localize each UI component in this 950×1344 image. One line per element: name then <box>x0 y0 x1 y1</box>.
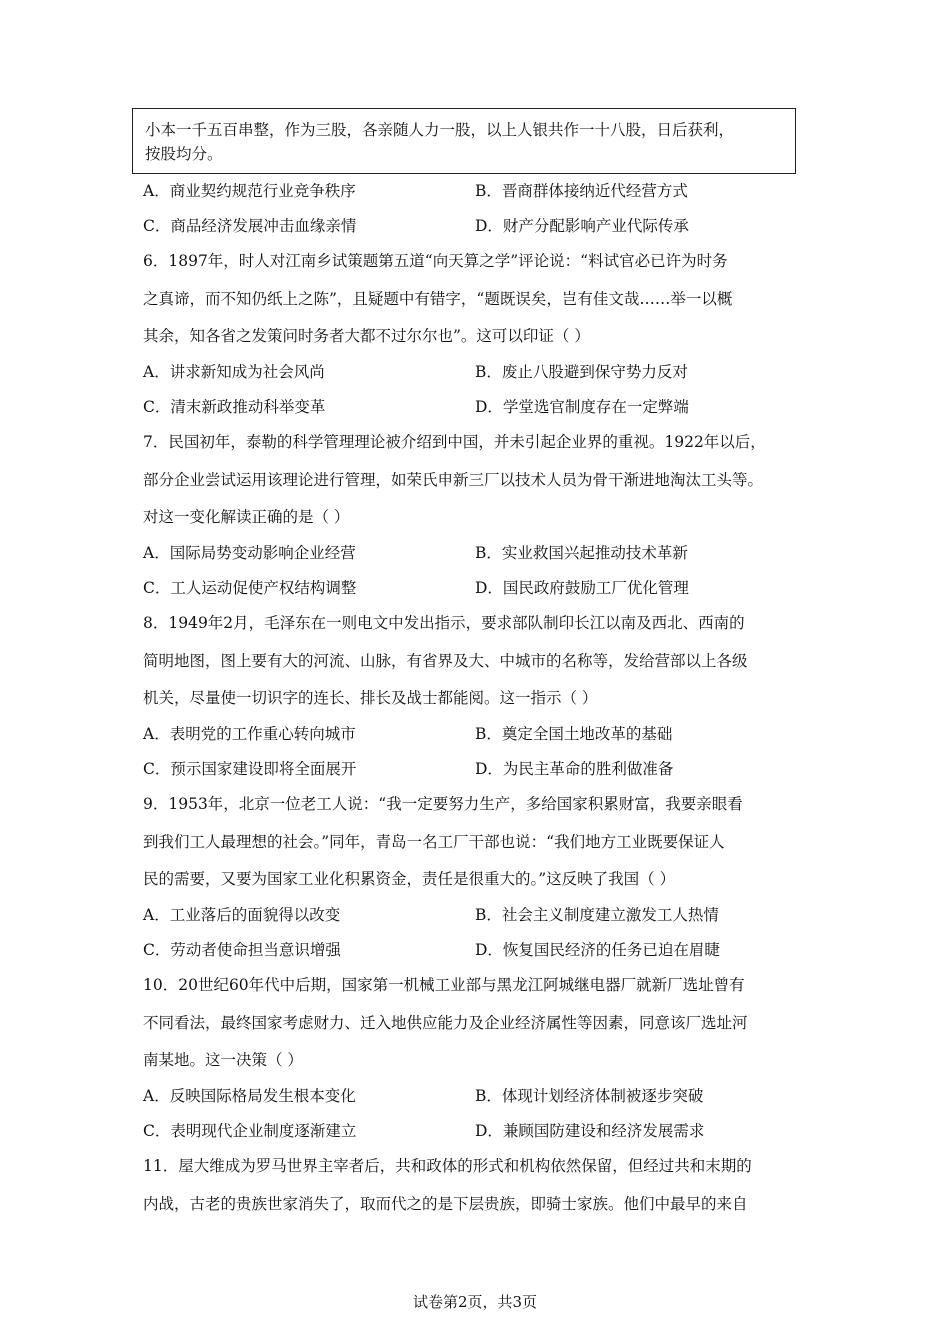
q7-stem-line: 部分企业尝试运用该理论进行管理，如荣氏申新三厂以技术人员为骨干渐进地淘汰工头等。 <box>143 471 764 489</box>
q10-option-b: B．体现计划经济体制被逐步突破 <box>475 1087 704 1105</box>
q6-option-c: C．清末新政推动科举变革 <box>143 398 326 416</box>
q6-option-b: B．废止八股避到保守势力反对 <box>475 363 688 381</box>
q10-option-c: C．表明现代企业制度逐渐建立 <box>143 1122 357 1140</box>
q9-option-d: D．恢复国民经济的任务已迫在眉睫 <box>475 941 720 959</box>
passage-line: 按股均分。 <box>145 145 223 163</box>
q8-option-b: B．奠定全国土地改革的基础 <box>475 725 673 743</box>
q10-option-a: A．反映国际格局发生根本变化 <box>143 1087 356 1105</box>
q7-stem-line: 7．民国初年，泰勒的科学管理理论被介绍到中国，并未引起企业界的重视。1922年以后， <box>143 433 766 451</box>
q8-option-c: C．预示国家建设即将全面展开 <box>143 760 357 778</box>
q5-option-a: A．商业契约规范行业竞争秩序 <box>143 182 356 200</box>
q6-stem-line: 之真谛，而不知仍纸上之陈”，且疑题中有错字，“题既误矣，岂有佳文哉……举一以概 <box>143 290 733 308</box>
q6-stem-line: 6．1897年，时人对江南乡试策题第五道“向天算之学”评论说：“料试官必已许为时务 <box>143 252 728 270</box>
q10-stem-line: 10．20世纪60年代中后期，国家第一机械工业部与黑龙江阿城继电器厂就新厂选址曾有 <box>143 976 745 994</box>
q9-option-c: C．劳动者使命担当意识增强 <box>143 941 341 959</box>
q7-stem-line: 对这一变化解读正确的是（ ） <box>143 508 350 526</box>
q9-option-b: B．社会主义制度建立激发工人热情 <box>475 906 719 924</box>
q6-stem-line: 其余，知各省之发策问时务者大都不过尔尔也”。这可以印证（ ） <box>143 327 590 345</box>
q5-option-d: D．财产分配影响产业代际传承 <box>475 217 689 235</box>
passage-line: 小本一千五百串整，作为三股，各亲随人力一股，以上人银共作一十八股，日后获利， <box>145 121 735 139</box>
q9-stem-line: 到我们工人最理想的社会。”同年，青岛一名工厂干部也说：“我们地方工业既要保证人 <box>143 833 725 851</box>
q8-stem-line: 机关，尽量使一切识字的连长、排长及战士都能阅。这一指示（ ） <box>143 689 598 707</box>
q8-option-d: D．为民主革命的胜利做准备 <box>475 760 674 778</box>
q10-option-d: D．兼顾国防建设和经济发展需求 <box>475 1122 705 1140</box>
q11-stem-line: 11．屋大维成为罗马世界主宰者后，共和政体的形式和机构依然保留，但经过共和末期的 <box>143 1157 752 1175</box>
q9-stem-line: 民的需要，又要为国家工业化积累资金，责任是很重大的。”这反映了我国（ ） <box>143 870 676 888</box>
q8-option-a: A．表明党的工作重心转向城市 <box>143 725 356 743</box>
q5-option-c: C．商品经济发展冲击血缘亲情 <box>143 217 357 235</box>
source-passage-box <box>132 108 796 174</box>
q7-option-c: C．工人运动促使产权结构调整 <box>143 579 357 597</box>
q7-option-b: B．实业救国兴起推动技术革新 <box>475 544 688 562</box>
q7-option-d: D．国民政府鼓励工厂优化管理 <box>475 579 689 597</box>
q10-stem-line: 不同看法，最终国家考虑财力、迁入地供应能力及企业经济属性等因素，同意该厂选址河 <box>143 1014 748 1032</box>
page-footer: 试卷第2页，共3页 <box>412 1293 538 1311</box>
q8-stem-line: 简明地图，图上要有大的河流、山脉，有省界及大、中城市的名称等，发给营部以上各级 <box>143 652 748 670</box>
q5-option-b: B．晋商群体接纳近代经营方式 <box>475 182 688 200</box>
q6-option-a: A．讲求新知成为社会风尚 <box>143 363 325 381</box>
q7-option-a: A．国际局势变动影响企业经营 <box>143 544 356 562</box>
q9-option-a: A．工业落后的面貌得以改变 <box>143 906 341 924</box>
q8-stem-line: 8．1949年2月，毛泽东在一则电文中发出指示，要求部队制印长江以南及西北、西南的 <box>143 614 745 632</box>
q6-option-d: D．学堂选官制度存在一定弊端 <box>475 398 689 416</box>
q10-stem-line: 南某地。这一决策（ ） <box>143 1051 303 1069</box>
q9-stem-line: 9．1953年，北京一位老工人说：“我一定要努力生产，多给国家积累财富，我要亲眼看 <box>143 795 743 813</box>
q11-stem-line: 内战，古老的贵族世家消失了，取而代之的是下层贵族，即骑士家族。他们中最早的来自 <box>143 1195 748 1213</box>
